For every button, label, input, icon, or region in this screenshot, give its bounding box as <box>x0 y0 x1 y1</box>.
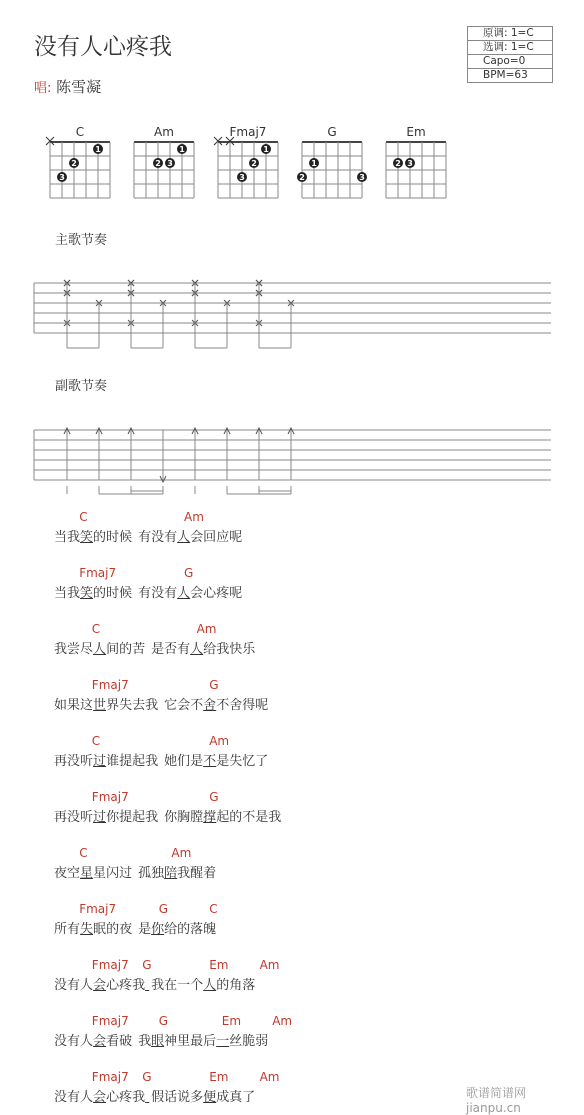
chord-name-G: G <box>327 125 337 139</box>
lyric-char: 回 <box>203 530 217 545</box>
lyric-char: 没 <box>67 754 81 769</box>
lyric-char: 眼 <box>151 1034 165 1049</box>
lyric-char: 有 <box>67 978 81 993</box>
lyric-char: 不 <box>242 810 256 825</box>
lyric-char: 角 <box>229 978 243 993</box>
lyric-char: 了 <box>242 1090 256 1105</box>
lyric-char: 在 <box>164 978 178 993</box>
lyric-char: 起 <box>132 810 146 825</box>
lyric-char: 我 <box>54 642 68 657</box>
chord-label: Em <box>209 958 229 972</box>
verse-rhythm-label: 主歌节奏 <box>55 233 108 248</box>
finger-number: 2 <box>155 159 161 168</box>
lyric-char: 落 <box>190 922 204 937</box>
lyric-char: 提 <box>119 754 133 769</box>
chord-label: G <box>142 958 152 972</box>
lyric-char: 界 <box>106 698 120 713</box>
lyric-char: 我 <box>145 810 159 825</box>
lyric-char: 的 <box>216 978 230 993</box>
lyric-char: 我 <box>216 642 230 657</box>
finger-number: 2 <box>71 159 77 168</box>
lyric-char: 人 <box>80 1090 94 1105</box>
lyric-char: 有 <box>177 642 191 657</box>
chord-label: Fmaj7 <box>91 678 129 692</box>
lyric-line <box>54 862 216 881</box>
lyric-char: 会 <box>93 1090 107 1105</box>
lyric-char: 夜 <box>119 922 133 937</box>
lyric-char: 你 <box>106 810 120 825</box>
lyric-char: 有 <box>67 1090 81 1105</box>
finger-number: 2 <box>299 173 305 182</box>
lyric-char: 的 <box>93 530 107 545</box>
lyric-char: 给 <box>164 922 178 937</box>
lyric-char: 候 <box>119 586 133 601</box>
singer-name: 陈雪凝 <box>56 78 102 96</box>
singer-label: 唱: <box>34 81 52 96</box>
lyric-char: 人 <box>80 978 94 993</box>
lyric-char: 不 <box>190 698 204 713</box>
lyric-line <box>54 1086 255 1105</box>
lyric-char: 的 <box>229 810 243 825</box>
lyric-char: 眠 <box>93 922 107 937</box>
lyric-char: 心 <box>106 978 120 993</box>
chord-label: G <box>158 1014 169 1028</box>
lyric-char: 会 <box>177 698 191 713</box>
finger-number: 3 <box>59 173 65 182</box>
chord-label: Am <box>184 510 204 524</box>
lyric-char: 笑 <box>80 530 94 545</box>
lyric-char: 我 <box>132 978 146 993</box>
lyric-char: 成 <box>216 1090 230 1105</box>
chord-label: Am <box>272 1014 293 1028</box>
lyric-char: 一 <box>177 978 191 993</box>
lyric-char: 过 <box>93 810 107 825</box>
lyric-line <box>54 918 216 937</box>
lyric-char: 闪 <box>106 866 120 881</box>
lyric-line <box>54 974 255 993</box>
lyric-char: 撑 <box>203 810 217 825</box>
lyric-char: 脆 <box>242 1034 256 1049</box>
lyric-char: 世 <box>93 698 107 713</box>
lyric-char: 后 <box>203 1034 217 1049</box>
finger-number: 3 <box>407 159 413 168</box>
lyric-char: 了 <box>255 754 269 769</box>
lyric-char: 我 <box>177 866 191 881</box>
chord-label: Am <box>259 958 280 972</box>
lyric-char: 间 <box>106 642 120 657</box>
lyric-char: 过 <box>93 754 107 769</box>
lyric-line <box>54 582 242 601</box>
finger-number: 3 <box>239 173 245 182</box>
lyric-char: 会 <box>190 586 204 601</box>
lyric-char: 时 <box>106 586 120 601</box>
lyric-char: 果 <box>67 698 81 713</box>
chorus-rhythm-tab <box>0 0 584 500</box>
lyric-char: 去 <box>132 698 146 713</box>
lyric-char: 尝 <box>67 642 81 657</box>
chord-label: Em <box>209 1070 229 1084</box>
chord-label: Am <box>259 1070 280 1084</box>
lyric-char: 舍 <box>203 698 217 713</box>
selected-key: 选调: 1=C <box>468 41 552 55</box>
lyric-char: 再 <box>54 810 68 825</box>
lyric-char: 有 <box>67 1034 81 1049</box>
chord-label: C <box>91 622 101 636</box>
lyric-char: 我 <box>268 810 282 825</box>
lyric-char: 谁 <box>106 754 120 769</box>
lyric-char: 听 <box>80 754 94 769</box>
lyric-char: 里 <box>177 1034 191 1049</box>
lyric-char: 魄 <box>203 922 217 937</box>
lyric-char: 心 <box>203 586 217 601</box>
finger-number: 2 <box>395 159 401 168</box>
lyric-char: 是 <box>151 642 165 657</box>
lyric-char: 星 <box>93 866 107 881</box>
lyric-char: 否 <box>164 642 178 657</box>
lyric-char: 星 <box>80 866 94 881</box>
lyric-char: 我 <box>67 586 81 601</box>
lyric-char: 是 <box>255 810 269 825</box>
chord-label: G <box>142 1070 152 1084</box>
capo: Capo=0 <box>468 55 552 69</box>
chord-label: Am <box>171 846 192 860</box>
lyric-char: 看 <box>106 1034 120 1049</box>
chord-label: Fmaj7 <box>91 790 129 804</box>
lyric-char: 得 <box>242 698 256 713</box>
lyric-char: 这 <box>80 698 94 713</box>
lyric-char: 有 <box>164 530 178 545</box>
lyric-char: 多 <box>190 1090 204 1105</box>
finger-number: 3 <box>359 173 365 182</box>
lyric-char: 你 <box>164 810 178 825</box>
lyric-char: 人 <box>177 586 191 601</box>
lyric-char: 她 <box>164 754 178 769</box>
lyric-char: 你 <box>151 922 165 937</box>
lyric-line <box>54 694 268 713</box>
lyric-char: 疼 <box>216 586 230 601</box>
lyric-char: 有 <box>138 586 152 601</box>
lyric-char: 丝 <box>229 1034 243 1049</box>
chord-label: G <box>209 790 219 804</box>
lyric-line <box>54 750 268 769</box>
lyric-line <box>54 638 255 657</box>
lyric-char: 给 <box>203 642 217 657</box>
lyric-char: 我 <box>138 1034 152 1049</box>
lyric-char: 不 <box>203 754 217 769</box>
finger-number: 2 <box>251 159 257 168</box>
lyric-char: 呢 <box>255 698 269 713</box>
original-key: 原调: 1=C <box>468 27 552 41</box>
chord-label: G <box>209 678 219 692</box>
chorus-rhythm-label: 副歌节奏 <box>55 379 108 394</box>
lyric-line <box>54 526 242 545</box>
lyric-char: 候 <box>119 530 133 545</box>
lyric-char: 我 <box>151 978 165 993</box>
lyric-char: 人 <box>190 642 204 657</box>
lyric-char: 孤 <box>138 866 152 881</box>
lyric-char: 笑 <box>80 586 94 601</box>
lyric-char: 膛 <box>190 810 204 825</box>
lyric-char: 们 <box>177 754 191 769</box>
lyric-char: 神 <box>164 1034 178 1049</box>
finger-number: 1 <box>179 145 185 154</box>
lyric-char: 有 <box>138 530 152 545</box>
lyric-char: 听 <box>80 810 94 825</box>
lyric-line <box>54 806 281 825</box>
chord-label: Em <box>221 1014 242 1028</box>
lyric-char: 便 <box>203 1090 217 1105</box>
finger-number: 1 <box>95 145 101 154</box>
song-title: 没有人心疼我 <box>34 34 172 60</box>
lyric-char: 会 <box>93 978 107 993</box>
lyric-char: 快 <box>229 642 243 657</box>
lyric-char: 没 <box>67 810 81 825</box>
lyric-char: 假 <box>151 1090 165 1105</box>
lyric-char: 我 <box>145 754 159 769</box>
chord-label: G <box>158 902 169 916</box>
chord-label: C <box>209 902 218 916</box>
lyric-line <box>54 1030 268 1049</box>
lyric-char: 如 <box>54 698 68 713</box>
chord-label: Fmaj7 <box>91 1014 129 1028</box>
lyric-char: 弱 <box>255 1034 269 1049</box>
lyric-char: 人 <box>93 642 107 657</box>
lyric-char: 我 <box>67 530 81 545</box>
lyric-char: 时 <box>106 530 120 545</box>
lyric-char: 忆 <box>242 754 256 769</box>
lyric-char: 有 <box>67 922 81 937</box>
chord-label: Fmaj7 <box>79 902 117 916</box>
lyric-char: 尽 <box>80 642 94 657</box>
lyric-char: 会 <box>93 1034 107 1049</box>
lyric-char: 的 <box>177 922 191 937</box>
lyric-char: 应 <box>216 530 230 545</box>
lyric-char: 人 <box>80 1034 94 1049</box>
lyric-char: 过 <box>119 866 133 881</box>
lyric-char: 苦 <box>132 642 146 657</box>
lyric-char: 夜 <box>54 866 68 881</box>
lyric-char: 是 <box>190 754 204 769</box>
lyric-char: 说 <box>177 1090 191 1105</box>
lyric-char: 当 <box>54 586 68 601</box>
lyric-char: 有 <box>164 586 178 601</box>
chord-label: G <box>184 566 194 580</box>
chord-name-Fmaj7: Fmaj7 <box>229 125 267 139</box>
chord-label: Fmaj7 <box>79 566 117 580</box>
finger-number: 1 <box>263 145 269 154</box>
lyric-char: 心 <box>106 1090 120 1105</box>
lyric-char: 再 <box>54 754 68 769</box>
lyric-char: 最 <box>190 1034 204 1049</box>
lyric-char: 疼 <box>119 1090 133 1105</box>
lyric-char: 提 <box>119 810 133 825</box>
lyric-char: 落 <box>242 978 256 993</box>
lyric-char: 乐 <box>242 642 256 657</box>
chord-name-C: C <box>75 125 85 139</box>
lyric-char: 没 <box>54 1034 68 1049</box>
lyric-char: 陪 <box>164 866 178 881</box>
lyric-char: 起 <box>132 754 146 769</box>
lyric-char: 没 <box>151 530 165 545</box>
watermark: 歌谱简谱网 jianpu.cn <box>466 1086 527 1115</box>
chord-label: Fmaj7 <box>91 958 129 972</box>
lyric-char: 没 <box>54 978 68 993</box>
lyric-char: 没 <box>151 586 165 601</box>
chord-label: Am <box>209 734 230 748</box>
lyric-char: 话 <box>164 1090 178 1105</box>
lyric-char: 人 <box>177 530 191 545</box>
chord-label: C <box>79 510 88 524</box>
chord-label: C <box>91 734 101 748</box>
lyric-char: 失 <box>229 754 243 769</box>
lyric-char: 起 <box>216 810 230 825</box>
lyric-char: 疼 <box>119 978 133 993</box>
lyric-char: 不 <box>216 698 230 713</box>
lyric-char: 一 <box>216 1034 230 1049</box>
lyric-char: 胸 <box>177 810 191 825</box>
chord-label: Am <box>196 622 217 636</box>
lyric-char: 独 <box>151 866 165 881</box>
lyric-char: 是 <box>216 754 230 769</box>
lyric-char: 我 <box>145 698 159 713</box>
lyric-char: 呢 <box>229 530 243 545</box>
lyric-char: 呢 <box>229 586 243 601</box>
lyric-char: 的 <box>93 586 107 601</box>
lyric-char: 当 <box>54 530 68 545</box>
finger-number: 3 <box>167 159 173 168</box>
lyric-char: 失 <box>80 922 94 937</box>
lyric-char: 个 <box>190 978 204 993</box>
lyric-char: 会 <box>190 530 204 545</box>
lyric-char: 着 <box>203 866 217 881</box>
lyric-char: 人 <box>203 978 217 993</box>
chord-name-Em: Em <box>406 125 426 139</box>
chord-label: C <box>79 846 88 860</box>
lyric-char: 空 <box>67 866 81 881</box>
lyric-char: 的 <box>106 922 120 937</box>
lyric-char: 所 <box>54 922 68 937</box>
lyric-char: 是 <box>138 922 152 937</box>
lyric-char: 我 <box>132 1090 146 1105</box>
bpm: BPM=63 <box>483 69 528 81</box>
lyric-char: 破 <box>119 1034 133 1049</box>
chord-label: Fmaj7 <box>91 1070 129 1084</box>
lyric-char: 的 <box>119 642 133 657</box>
chord-name-Am: Am <box>154 125 174 139</box>
lyric-char: 失 <box>119 698 133 713</box>
finger-number: 1 <box>311 159 317 168</box>
lyric-char: 它 <box>164 698 178 713</box>
lyric-char: 没 <box>54 1090 68 1105</box>
lyric-char: 醒 <box>190 866 204 881</box>
lyric-char: 真 <box>229 1090 243 1105</box>
lyric-char: 舍 <box>229 698 243 713</box>
